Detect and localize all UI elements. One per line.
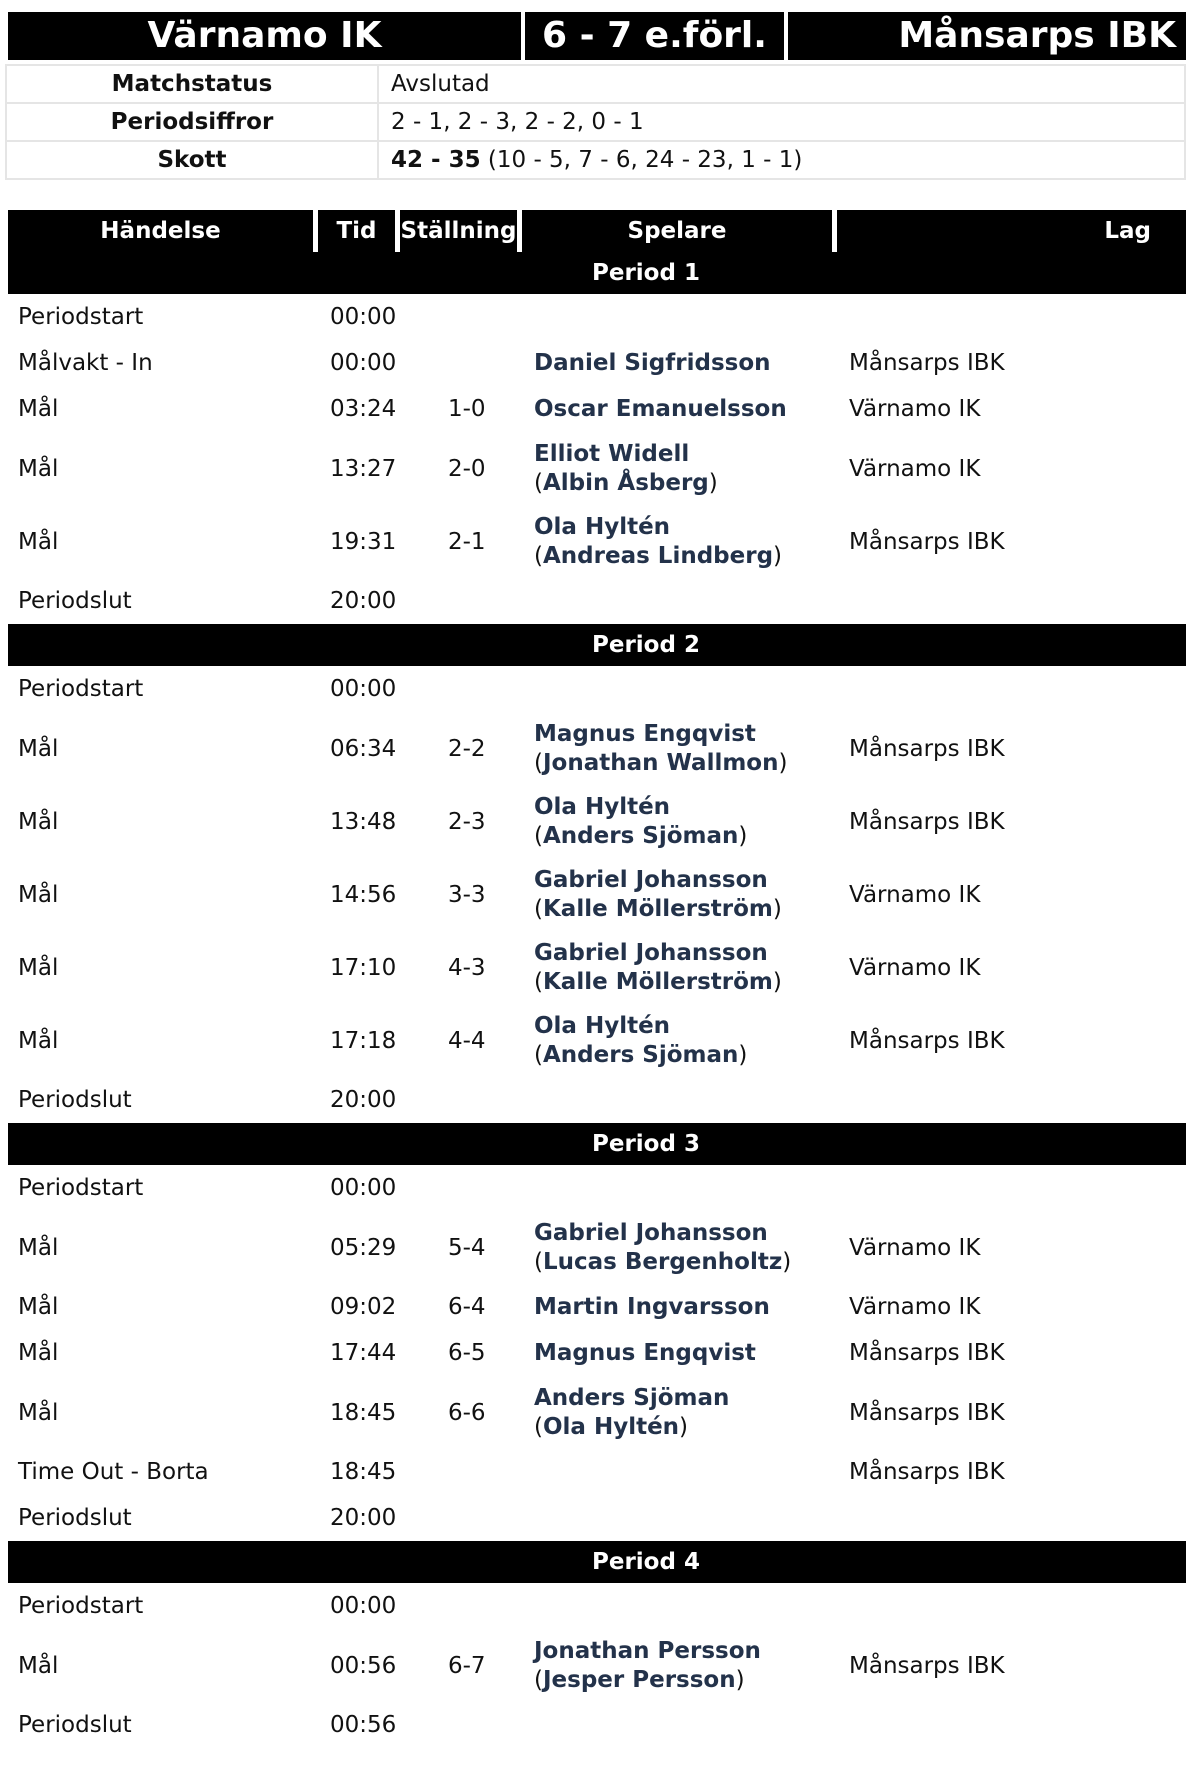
event-team: Månsarps IBK xyxy=(849,528,1005,555)
player-link[interactable]: Gabriel Johansson xyxy=(534,1219,768,1246)
col-header-player: Spelare xyxy=(522,210,837,252)
event-team: Månsarps IBK xyxy=(849,808,1005,835)
event-player-cell xyxy=(522,432,837,505)
info-value xyxy=(378,141,1185,179)
event-team: Månsarps IBK xyxy=(849,350,1005,376)
event-player-cell xyxy=(522,712,837,785)
col-header-score: Ställning xyxy=(400,210,522,252)
events-header-row xyxy=(8,210,1186,252)
player-link[interactable]: Gabriel Johansson xyxy=(534,866,768,893)
event-row xyxy=(8,1077,1186,1123)
event-player-cell xyxy=(522,1004,837,1077)
event-type: Mål xyxy=(18,1027,59,1054)
event-type: Målvakt - In xyxy=(18,350,153,376)
event-team: Värnamo IK xyxy=(849,881,981,908)
event-time: 00:00 xyxy=(330,304,397,330)
col-header-time: Tid xyxy=(318,210,400,252)
event-time: 06:34 xyxy=(330,735,397,762)
event-team xyxy=(837,666,1186,712)
event-row xyxy=(8,666,1186,712)
event-player-cell xyxy=(522,294,837,340)
paren-close: ) xyxy=(738,1041,748,1068)
event-team xyxy=(837,294,1186,340)
info-value xyxy=(378,65,1185,103)
event-time: 05:29 xyxy=(330,1234,397,1261)
event-team: Månsarps IBK xyxy=(849,1399,1005,1426)
event-type: Mål xyxy=(18,1340,59,1366)
player-link[interactable]: Ola Hyltén xyxy=(534,1012,671,1039)
event-time: 18:45 xyxy=(330,1459,397,1485)
event-type: Mål xyxy=(18,1234,59,1261)
info-label: Matchstatus xyxy=(6,65,378,103)
event-score: 6-5 xyxy=(448,1340,486,1366)
event-score: 2-3 xyxy=(448,808,486,835)
event-team xyxy=(837,1495,1186,1541)
event-time: 17:44 xyxy=(330,1340,397,1366)
event-team xyxy=(837,1702,1186,1748)
event-row xyxy=(8,1583,1186,1629)
period-header xyxy=(8,624,1186,666)
event-time: 20:00 xyxy=(330,588,397,614)
event-score: 1-0 xyxy=(448,396,486,422)
event-row xyxy=(8,1004,1186,1077)
event-type: Mål xyxy=(18,735,59,762)
event-team: Värnamo IK xyxy=(849,1234,981,1261)
paren-close: ) xyxy=(708,469,718,496)
assist-line xyxy=(534,469,837,498)
player-link[interactable]: Martin Ingvarsson xyxy=(534,1293,770,1320)
paren-close: ) xyxy=(772,968,782,995)
player-link[interactable]: Jonathan Persson xyxy=(534,1637,761,1664)
paren-close: ) xyxy=(782,1248,792,1275)
final-score: 6 - 7 e.förl. xyxy=(525,12,784,60)
event-time: 00:00 xyxy=(330,1593,397,1619)
event-type: Periodslut xyxy=(18,1712,132,1738)
assist-player-link[interactable]: Ola Hyltén xyxy=(542,1413,680,1440)
event-team xyxy=(837,1165,1186,1211)
info-value-bold: 42 - 35 xyxy=(391,147,481,173)
event-score xyxy=(400,294,522,340)
event-time: 14:56 xyxy=(330,881,397,908)
col-header-event: Händelse xyxy=(8,210,318,252)
event-score xyxy=(400,1702,522,1748)
event-row xyxy=(8,432,1186,505)
event-score: 2-0 xyxy=(448,455,486,482)
event-player-cell xyxy=(522,1165,837,1211)
event-team: Månsarps IBK xyxy=(849,1027,1005,1054)
event-row xyxy=(8,712,1186,785)
event-player-cell xyxy=(522,858,837,931)
paren-open: ( xyxy=(534,469,543,496)
event-time: 13:27 xyxy=(330,455,397,482)
event-score xyxy=(400,666,522,712)
event-score: 2-2 xyxy=(448,735,486,762)
event-score xyxy=(400,1165,522,1211)
period-header-row xyxy=(8,1123,1186,1165)
event-type: Mål xyxy=(18,396,59,422)
event-row xyxy=(8,1629,1186,1702)
info-value-text: Avslutad xyxy=(391,71,490,97)
event-score: 6-4 xyxy=(448,1294,486,1320)
assist-player-link[interactable]: Andreas Lindberg xyxy=(542,542,774,569)
event-team xyxy=(837,1583,1186,1629)
event-team xyxy=(837,578,1186,624)
event-row xyxy=(8,1702,1186,1748)
assist-line xyxy=(534,542,837,571)
info-row xyxy=(6,65,1185,103)
col-header-team: Lag xyxy=(837,210,1186,252)
event-player-cell xyxy=(522,1495,837,1541)
assist-player-link[interactable]: Albin Åsberg xyxy=(542,469,709,496)
info-row xyxy=(6,141,1185,179)
info-row xyxy=(6,103,1185,141)
player-link[interactable]: Ola Hyltén xyxy=(534,513,671,540)
event-row xyxy=(8,1165,1186,1211)
event-type: Mål xyxy=(18,954,59,981)
paren-close: ) xyxy=(679,1413,689,1440)
event-score: 4-3 xyxy=(448,954,486,981)
info-value xyxy=(378,103,1185,141)
period-header-row xyxy=(8,252,1186,294)
event-team: Månsarps IBK xyxy=(849,1340,1005,1366)
paren-close: ) xyxy=(778,749,788,776)
paren-open: ( xyxy=(534,822,543,849)
event-row xyxy=(8,1376,1186,1449)
assist-line xyxy=(534,1248,837,1277)
assist-player-link[interactable]: Kalle Möllerström xyxy=(542,895,773,922)
event-type: Periodstart xyxy=(18,304,144,330)
event-row xyxy=(8,340,1186,386)
paren-open: ( xyxy=(534,542,543,569)
paren-close: ) xyxy=(772,895,782,922)
event-time: 00:00 xyxy=(330,350,397,376)
info-label: Skott xyxy=(6,141,378,179)
period-title: Period 3 xyxy=(592,1131,700,1157)
event-player-cell xyxy=(522,1583,837,1629)
event-score: 2-1 xyxy=(448,528,486,555)
event-row xyxy=(8,1449,1186,1495)
event-team: Värnamo IK xyxy=(849,1294,981,1320)
match-info-table xyxy=(5,64,1186,180)
event-row xyxy=(8,578,1186,624)
assist-line xyxy=(534,895,837,924)
info-value-text: 2 - 1, 2 - 3, 2 - 2, 0 - 1 xyxy=(391,109,644,135)
event-score: 5-4 xyxy=(448,1234,486,1261)
event-row xyxy=(8,1284,1186,1330)
assist-line xyxy=(534,968,837,997)
event-type: Mål xyxy=(18,1652,59,1679)
event-player-cell xyxy=(522,386,837,432)
event-time: 00:56 xyxy=(330,1652,397,1679)
assist-line xyxy=(534,749,837,778)
event-score xyxy=(400,1077,522,1123)
event-player-cell xyxy=(522,1629,837,1702)
event-type: Periodstart xyxy=(18,1175,144,1201)
player-link[interactable]: Magnus Engqvist xyxy=(534,1339,756,1366)
paren-open: ( xyxy=(534,968,543,995)
event-player-cell xyxy=(522,1284,837,1330)
event-player-cell xyxy=(522,578,837,624)
event-time: 09:02 xyxy=(330,1294,397,1320)
event-row xyxy=(8,1330,1186,1376)
player-link[interactable]: Magnus Engqvist xyxy=(534,720,756,747)
assist-player-link[interactable]: Lucas Bergenholtz xyxy=(542,1248,783,1275)
period-title: Period 4 xyxy=(592,1549,700,1575)
player-link[interactable]: Anders Sjöman xyxy=(534,1384,730,1411)
event-score: 4-4 xyxy=(448,1027,486,1054)
event-type: Mål xyxy=(18,808,59,835)
event-score xyxy=(400,578,522,624)
event-time: 17:18 xyxy=(330,1027,397,1054)
period-header-row xyxy=(8,1541,1186,1583)
player-link[interactable]: Daniel Sigfridsson xyxy=(534,349,771,376)
event-row xyxy=(8,785,1186,858)
event-player-cell xyxy=(522,1449,837,1495)
event-player-cell xyxy=(522,1077,837,1123)
event-type: Periodslut xyxy=(18,1505,132,1531)
event-team: Värnamo IK xyxy=(849,396,981,422)
events-table xyxy=(8,210,1186,1748)
period-header-row xyxy=(8,624,1186,666)
event-time: 20:00 xyxy=(330,1505,397,1531)
event-time: 13:48 xyxy=(330,808,397,835)
event-time: 19:31 xyxy=(330,528,397,555)
event-player-cell xyxy=(522,1211,837,1284)
paren-open: ( xyxy=(534,1248,543,1275)
event-team: Månsarps IBK xyxy=(849,1652,1005,1679)
paren-close: ) xyxy=(773,542,783,569)
paren-open: ( xyxy=(534,1041,543,1068)
paren-open: ( xyxy=(534,895,543,922)
event-time: 17:10 xyxy=(330,954,397,981)
event-type: Periodslut xyxy=(18,588,132,614)
event-row xyxy=(8,858,1186,931)
assist-player-link[interactable]: Jonathan Wallmon xyxy=(542,749,779,776)
assist-player-link[interactable]: Kalle Möllerström xyxy=(542,968,773,995)
period-title: Period 2 xyxy=(592,632,700,658)
event-team xyxy=(837,1077,1186,1123)
event-player-cell xyxy=(522,1376,837,1449)
away-team-title: Månsarps IBK xyxy=(788,12,1186,60)
period-header xyxy=(8,1541,1186,1583)
event-type: Mål xyxy=(18,528,59,555)
assist-player-link[interactable]: Anders Sjöman xyxy=(542,822,739,849)
event-row xyxy=(8,505,1186,578)
event-row xyxy=(8,1495,1186,1541)
player-link[interactable]: Gabriel Johansson xyxy=(534,939,768,966)
period-header xyxy=(8,252,1186,294)
event-score: 6-7 xyxy=(448,1652,486,1679)
assist-player-link[interactable]: Anders Sjöman xyxy=(542,1041,739,1068)
player-link[interactable]: Oscar Emanuelsson xyxy=(534,395,787,422)
assist-line xyxy=(534,1041,837,1070)
event-type: Mål xyxy=(18,455,59,482)
paren-close: ) xyxy=(735,1666,745,1693)
assist-player-link[interactable]: Jesper Persson xyxy=(542,1666,736,1693)
event-player-cell xyxy=(522,505,837,578)
event-time: 00:00 xyxy=(330,1175,397,1201)
info-value-text: (10 - 5, 7 - 6, 24 - 23, 1 - 1) xyxy=(480,147,803,173)
event-team: Månsarps IBK xyxy=(849,735,1005,762)
paren-open: ( xyxy=(534,1666,543,1693)
event-player-cell xyxy=(522,785,837,858)
event-type: Periodstart xyxy=(18,1593,144,1619)
event-time: 20:00 xyxy=(330,1087,397,1113)
event-type: Time Out - Borta xyxy=(18,1459,209,1485)
event-type: Mål xyxy=(18,1399,59,1426)
event-player-cell xyxy=(522,931,837,1004)
event-player-cell xyxy=(522,1330,837,1376)
assist-line xyxy=(534,822,837,851)
event-score xyxy=(400,1495,522,1541)
event-row xyxy=(8,1211,1186,1284)
period-header xyxy=(8,1123,1186,1165)
assist-line xyxy=(534,1666,837,1695)
event-type: Periodslut xyxy=(18,1087,132,1113)
event-score xyxy=(400,1449,522,1495)
event-score: 6-6 xyxy=(448,1399,486,1426)
player-link[interactable]: Ola Hyltén xyxy=(534,793,671,820)
event-player-cell xyxy=(522,666,837,712)
paren-open: ( xyxy=(534,749,543,776)
event-time: 00:00 xyxy=(330,676,397,702)
event-team: Värnamo IK xyxy=(849,954,981,981)
event-time: 18:45 xyxy=(330,1399,397,1426)
event-team: Värnamo IK xyxy=(849,455,981,482)
event-row xyxy=(8,931,1186,1004)
paren-open: ( xyxy=(534,1413,543,1440)
event-team: Månsarps IBK xyxy=(849,1459,1005,1485)
info-label: Periodsiffror xyxy=(6,103,378,141)
event-player-cell xyxy=(522,340,837,386)
event-type: Periodstart xyxy=(18,676,144,702)
event-player-cell xyxy=(522,1702,837,1748)
event-score xyxy=(400,340,522,386)
event-type: Mål xyxy=(18,1294,59,1320)
home-team-title: Värnamo IK xyxy=(8,12,521,60)
event-time: 03:24 xyxy=(330,396,397,422)
event-time: 00:56 xyxy=(330,1712,397,1738)
assist-line xyxy=(534,1413,837,1442)
player-link[interactable]: Elliot Widell xyxy=(534,440,690,467)
event-score xyxy=(400,1583,522,1629)
period-title: Period 1 xyxy=(592,260,700,286)
event-row xyxy=(8,386,1186,432)
paren-close: ) xyxy=(738,822,748,849)
event-row xyxy=(8,294,1186,340)
event-type: Mål xyxy=(18,881,59,908)
event-score: 3-3 xyxy=(448,881,486,908)
